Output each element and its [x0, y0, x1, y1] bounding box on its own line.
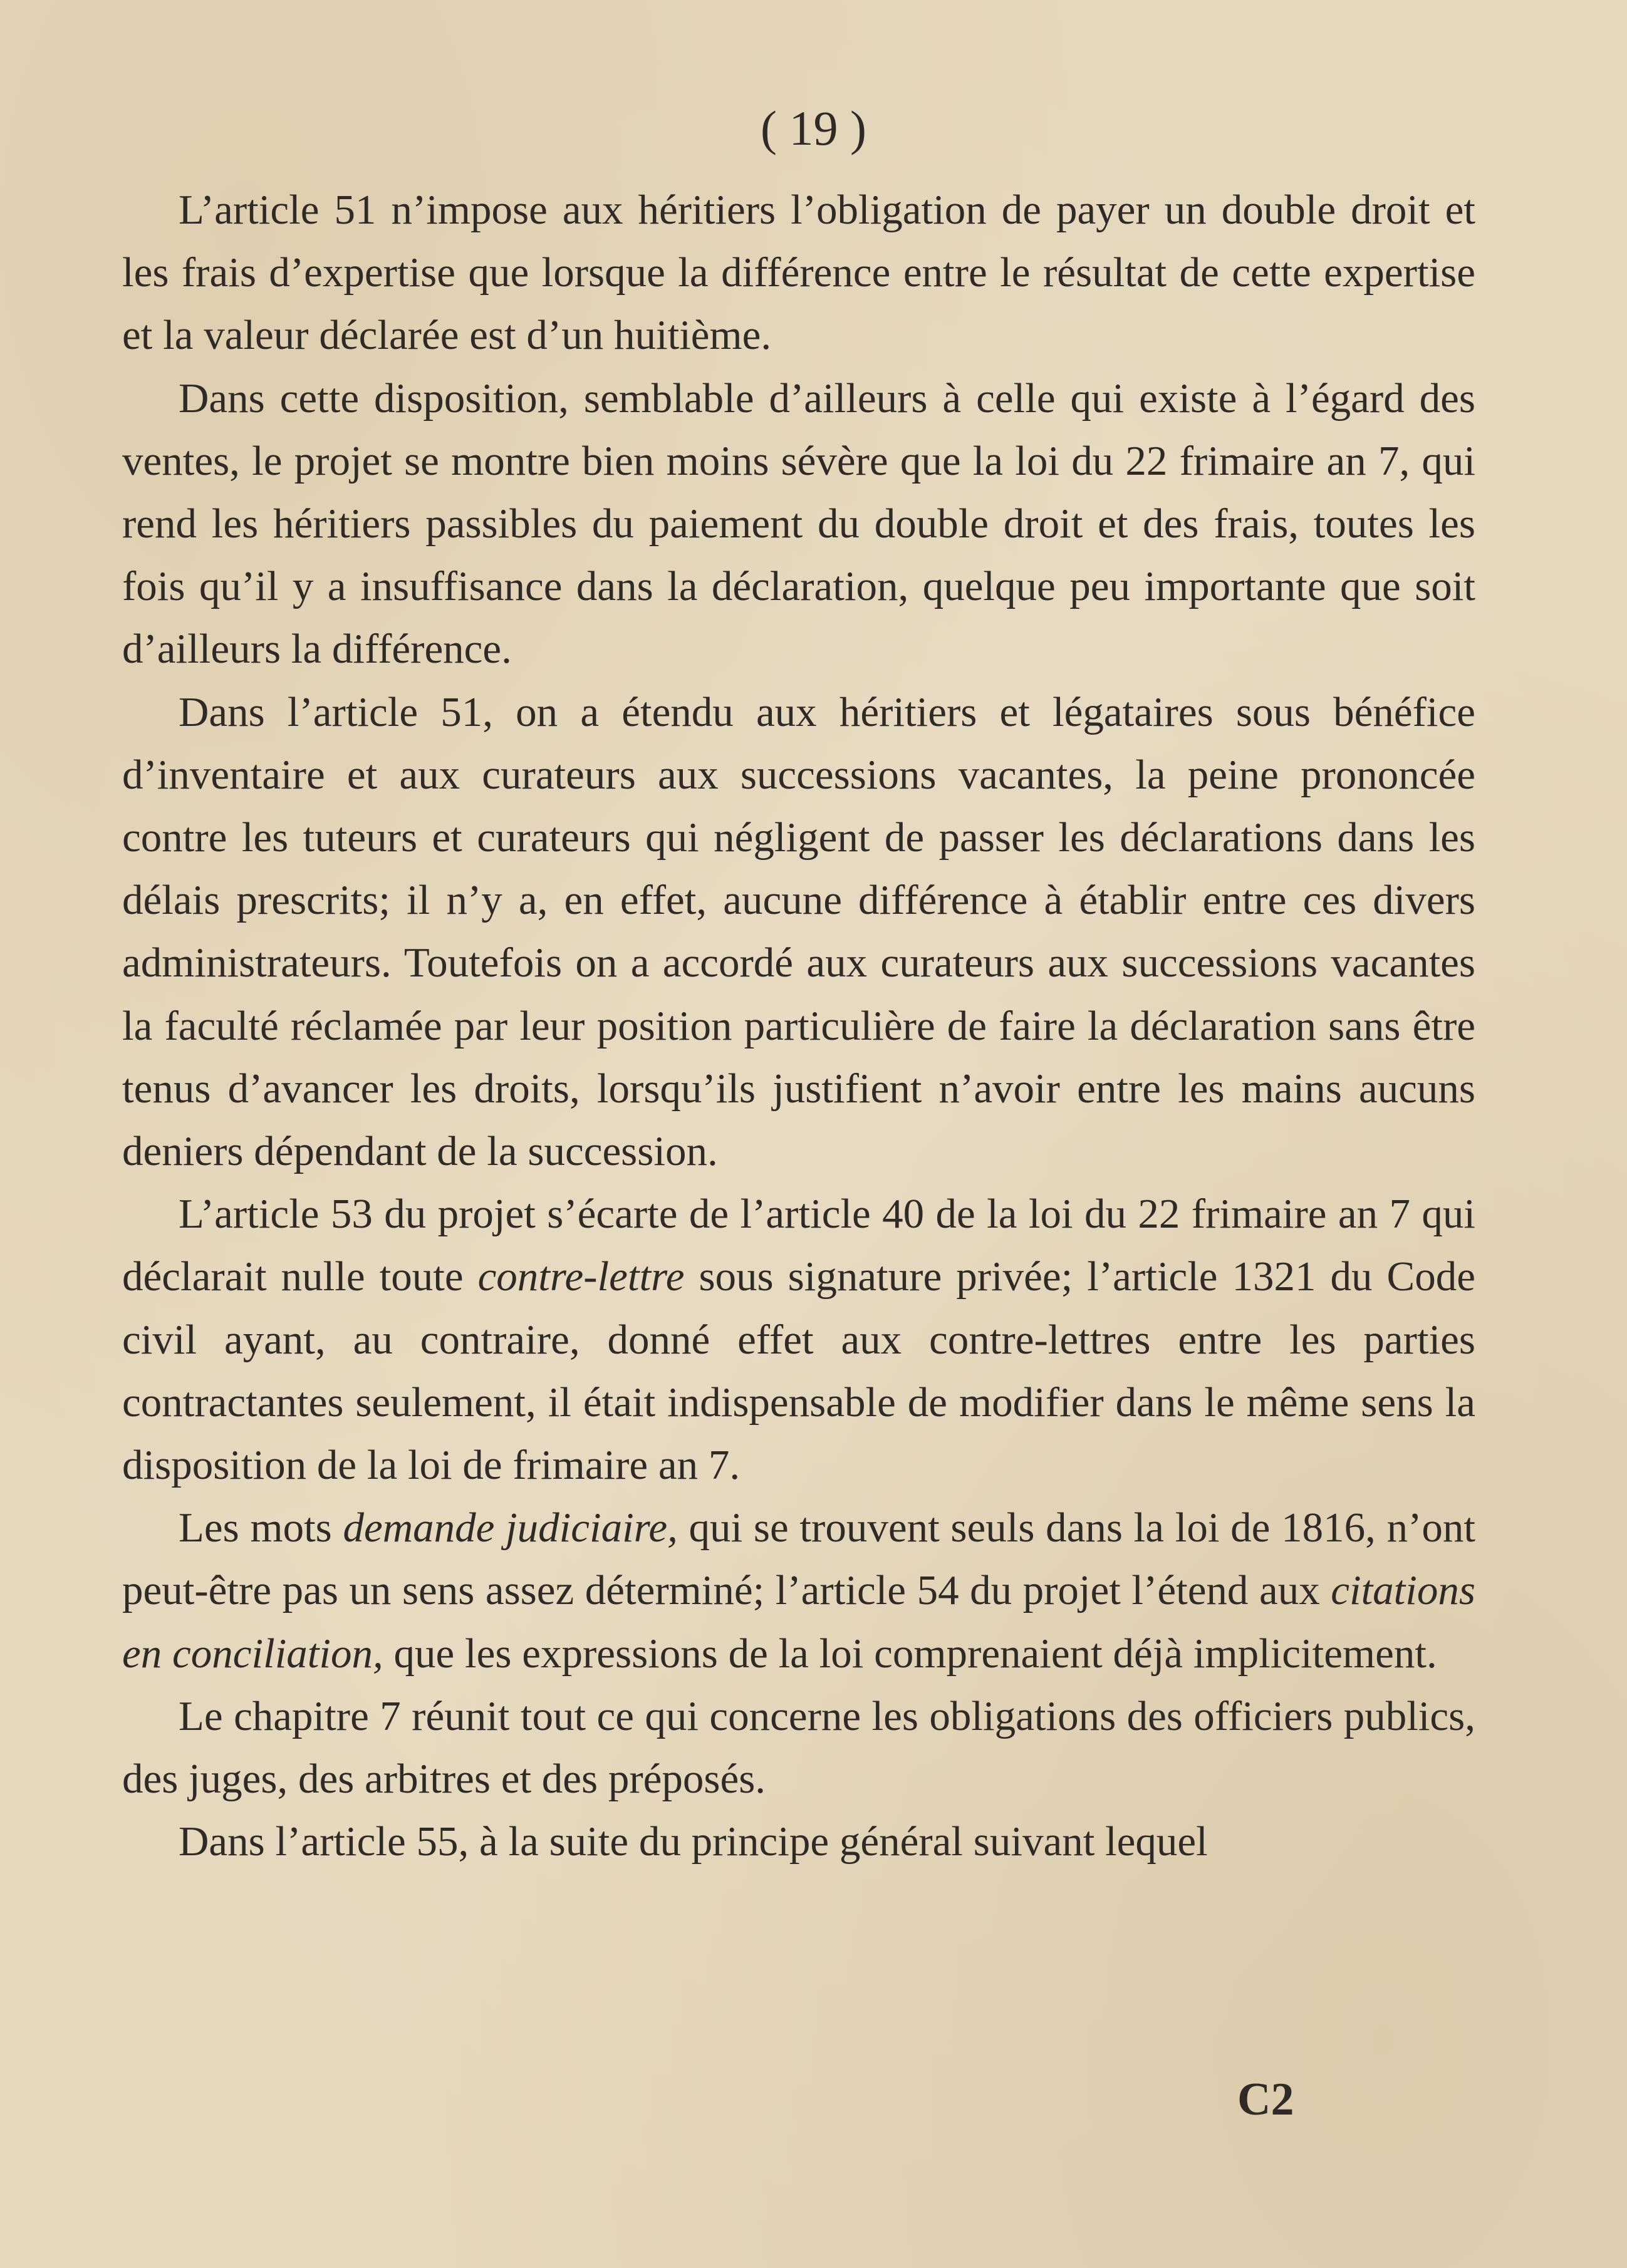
paragraph: [122, 681, 1475, 1183]
paragraph: [122, 179, 1475, 367]
text-segment: Le chapitre 7 réunit tout ce qui concerne les obligations des officiers publics, des juges, des arbitres et des préposés.: [122, 1692, 1475, 1803]
text-segment: Dans l’article 51, on a étendu aux héritiers et légataires sous bénéfice d’inventaire et aux curateurs aux successions vacantes, la peine prononcée contre les tuteurs et curateurs qui négligent de passer les déclarations dans les délais prescrits; il n’y a, en effet, aucune différence à établir entre ces divers administrateurs. Toutefois on a accordé aux curateurs aux successions vacantes la faculté réclamée par leur position particulière de faire la déclaration sans être tenus d’avancer les droits, lorsqu’ils justifient n’avoir entre les mains aucuns deniers dépendant de la succession.: [122, 688, 1475, 1175]
text-segment: Dans cette disposition, semblable d’ailleurs à celle qui existe à l’égard des ventes, le projet se montre bien moins sévère que la loi du 22 frimaire an 7, qui rend les héritiers passibles du paiement du double droit et des frais, toutes les fois qu’il y a insuffisance dans la déclaration, quelque peu importante que soit d’ailleurs la différence.: [122, 375, 1475, 673]
text-segment: L’article 51 n’impose aux héritiers l’obligation de payer un double droit et les frais d’expertise que lorsque la différence entre le résultat de cette expertise et la valeur déclarée est d’un huitième.: [122, 187, 1475, 359]
italic-term: contre-lettre: [477, 1253, 685, 1300]
body-text: [122, 179, 1475, 1873]
signature-mark: C2: [1237, 2074, 1294, 2125]
text-segment: que les expressions de la loi comprenaient déjà implicitement.: [383, 1630, 1437, 1677]
paragraph: [122, 367, 1475, 681]
text-segment: Les mots: [179, 1504, 343, 1551]
text-segment: qui se trouvent seuls dans la loi de 1816, n’ont peut-être pas un sens assez déterminé; l’article 54 du projet l’étend aux: [122, 1504, 1476, 1614]
paragraph: [122, 1810, 1475, 1873]
text-segment: sous signature privée; l’article 1321 du Code civil ayant, au contraire, donné effet aux contre-lettres entre les parties contractantes seulement, il était indispensable de modifier dans le même sens la disposition de la loi de frimaire an 7.: [122, 1253, 1475, 1489]
paragraph: [122, 1183, 1475, 1496]
italic-term: demande judiciaire,: [343, 1504, 678, 1551]
page-number: ( 19 ): [761, 101, 866, 155]
text-segment: Dans l’article 55, à la suite du principe général suivant lequel: [179, 1818, 1208, 1865]
text-segment: L’article 53 du projet s’écarte de l’article 40 de la loi du 22 frimaire an 7 qui déclarait nulle toute: [122, 1191, 1475, 1300]
italic-term: citations en conciliation,: [122, 1567, 1475, 1677]
paragraph: [122, 1496, 1475, 1685]
paragraph: [122, 1685, 1475, 1810]
